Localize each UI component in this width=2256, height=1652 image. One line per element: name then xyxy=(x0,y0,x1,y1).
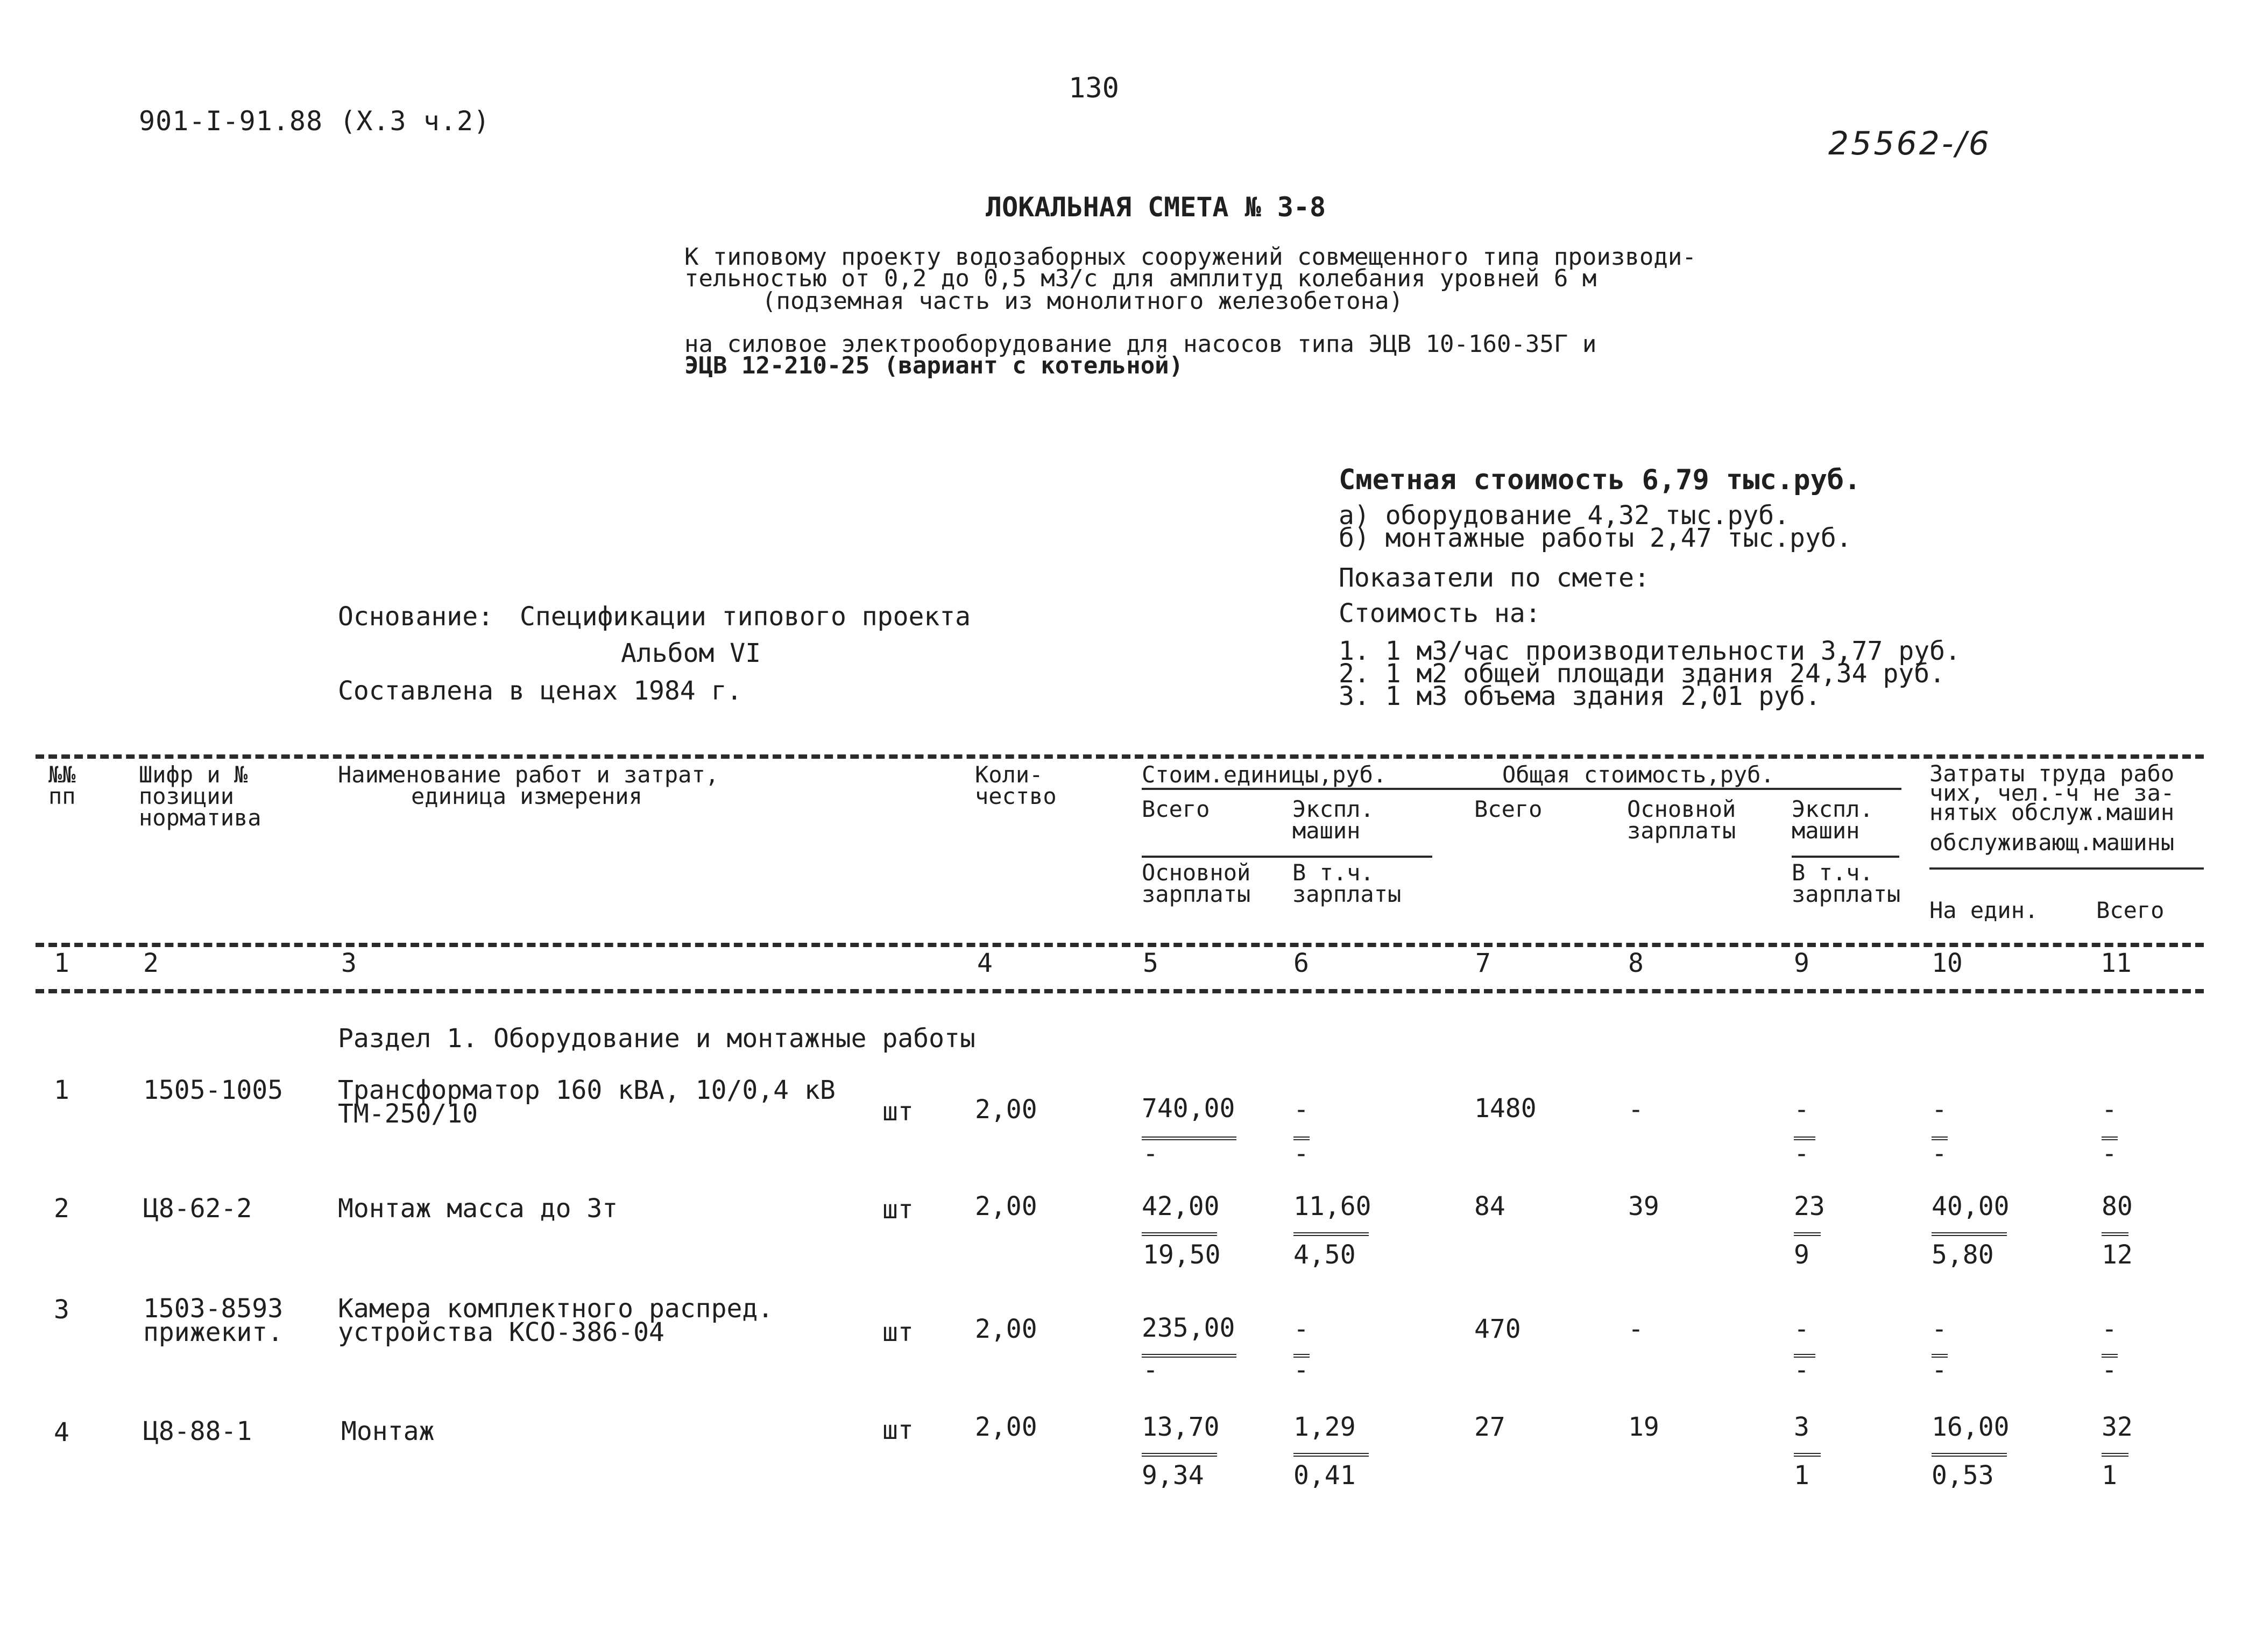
col-header-code: Шифр и № позиции норматива xyxy=(139,761,261,831)
labor-per-unit: - xyxy=(1932,1314,1947,1344)
column-number: 9 xyxy=(1794,948,1809,978)
description-line: тельностью от 0,2 до 0,5 м3/с для амплитуд колебания уровней 6 м xyxy=(684,265,1597,292)
prices-year: Составлена в ценах 1984 г. xyxy=(338,676,742,706)
fraction-line xyxy=(2102,1232,2128,1236)
col-header-9: Экспл. машин xyxy=(1792,796,1873,844)
total-wages: - xyxy=(1628,1314,1644,1344)
fraction-line xyxy=(1794,1453,1821,1457)
description-line: К типовому проекту водозаборных сооружений совмещенного типа производи- xyxy=(684,243,1696,271)
unit-cost-machines: 11,60 xyxy=(1293,1191,1371,1222)
work-name: Монтаж масса до 3т xyxy=(338,1194,618,1224)
table-header-rule xyxy=(36,943,2204,947)
unit-cost-wages: - xyxy=(1143,1355,1158,1385)
description-line: ЭЦВ 12-210-25 (вариант с котельной) xyxy=(684,352,1184,379)
total-cost: 27 xyxy=(1474,1412,1505,1442)
header-subgroup-rule xyxy=(1142,856,1432,858)
column-number: 6 xyxy=(1293,948,1309,978)
document-title: ЛОКАЛЬНАЯ СМЕТА № 3-8 xyxy=(986,192,1326,223)
fraction-line xyxy=(1293,1232,1369,1236)
labor-total-machines: 1 xyxy=(2102,1460,2117,1491)
quantity: 2,00 xyxy=(975,1095,1037,1125)
col-header-8: Основной зарплаты xyxy=(1627,796,1736,844)
col-header-quantity: Коли- чество xyxy=(975,761,1057,809)
unit-cost-total: 42,00 xyxy=(1142,1191,1220,1222)
total-wages: 39 xyxy=(1628,1191,1659,1222)
labor-per-unit-machines: - xyxy=(1932,1139,1947,1169)
header-group-rule xyxy=(1142,788,1901,790)
fraction-line xyxy=(1794,1232,1821,1236)
unit-cost-wages: - xyxy=(1143,1139,1158,1169)
col-header-number: №№ пп xyxy=(48,761,76,809)
installation-cost: б) монтажные работы 2,47 тыс.руб. xyxy=(1339,523,1852,553)
col-header-name: Наименование работ и затрат, единица измерения xyxy=(338,761,719,809)
header-subgroup-rule xyxy=(1792,856,1899,858)
labor-total-machines: 12 xyxy=(2102,1240,2133,1270)
basis-value: Спецификации типового проекта xyxy=(520,602,971,632)
total-machines: 23 xyxy=(1794,1191,1825,1222)
total-machine-wages: 1 xyxy=(1794,1460,1809,1491)
cost-on-label: Стоимость на: xyxy=(1339,598,1541,629)
col-header-5b: Основной зарплаты xyxy=(1142,859,1251,907)
unit-cost-total: 740,00 xyxy=(1142,1093,1235,1124)
unit-cost-machine-wages: - xyxy=(1293,1355,1309,1385)
labor-per-unit-machines: - xyxy=(1932,1355,1947,1385)
total-machines: - xyxy=(1794,1314,1809,1344)
column-number: 4 xyxy=(977,948,993,978)
column-number: 11 xyxy=(2101,948,2132,978)
col-header-9b: В т.ч. зарплаты xyxy=(1792,859,1901,907)
unit-cost-machine-wages: - xyxy=(1293,1139,1309,1169)
quantity: 2,00 xyxy=(975,1314,1037,1344)
unit-cost-total: 235,00 xyxy=(1142,1313,1235,1343)
col-header-total-cost: Общая стоимость,руб. xyxy=(1502,761,1774,788)
labor-total: 32 xyxy=(2102,1412,2133,1442)
total-cost: 84 xyxy=(1474,1191,1505,1222)
labor-total: - xyxy=(2102,1095,2117,1125)
col-header-unit-cost: Стоим.единицы,руб. xyxy=(1142,761,1387,788)
total-machine-wages: - xyxy=(1794,1355,1809,1385)
labor-per-unit-machines: 0,53 xyxy=(1932,1460,1994,1491)
norm-code: 1503-8593 прижекит. xyxy=(143,1294,284,1347)
table-top-rule xyxy=(36,754,2204,759)
description-line: (подземная часть из монолитного железобетона) xyxy=(762,287,1404,315)
total-machine-wages: 9 xyxy=(1794,1240,1809,1270)
total-machine-wages: - xyxy=(1794,1139,1809,1169)
unit-cost-machine-wages: 4,50 xyxy=(1293,1240,1356,1270)
basis-label: Основание: xyxy=(338,602,493,632)
norm-code: Ц8-88-1 xyxy=(143,1416,252,1446)
norm-code: 1505-1005 xyxy=(143,1075,284,1105)
fraction-line xyxy=(2102,1453,2128,1457)
description-line: на силовое электрооборудование для насосов типа ЭЦВ 10-160-35Г и xyxy=(684,330,1597,358)
labor-per-unit-machines: 5,80 xyxy=(1932,1240,1994,1270)
unit-cost-machines: - xyxy=(1293,1095,1309,1125)
col-header-11: Всего xyxy=(2096,897,2165,923)
unit-cost-wages: 19,50 xyxy=(1143,1240,1221,1270)
labor-total-machines: - xyxy=(2102,1355,2117,1385)
total-cost: 1480 xyxy=(1474,1093,1537,1124)
unit: шт xyxy=(882,1195,914,1225)
total-machines: - xyxy=(1794,1095,1809,1125)
labor-per-unit: - xyxy=(1932,1095,1947,1125)
total-machines: 3 xyxy=(1794,1412,1809,1442)
unit-cost-wages: 9,34 xyxy=(1142,1460,1204,1491)
row-number: 1 xyxy=(54,1075,69,1105)
registration-number: 25562-/6 xyxy=(1828,125,1991,163)
labor-per-unit: 40,00 xyxy=(1932,1191,2010,1222)
fraction-line xyxy=(1932,1232,2007,1236)
column-number: 7 xyxy=(1475,948,1491,978)
unit: шт xyxy=(882,1317,914,1347)
fraction-line xyxy=(1142,1232,1217,1236)
column-number: 10 xyxy=(1932,948,1963,978)
column-number: 1 xyxy=(54,948,69,978)
work-name: Камера комплектного распред. устройства КСО-386-04 xyxy=(338,1294,774,1347)
unit-cost-total: 13,70 xyxy=(1142,1412,1220,1442)
section-heading: Раздел 1. Оборудование и монтажные работы xyxy=(338,1023,975,1054)
unit: шт xyxy=(882,1097,914,1127)
work-name: Трансформатор 160 кВА, 10/0,4 кВ ТМ-250/10 xyxy=(338,1075,836,1129)
header-labor-rule xyxy=(1929,867,2204,870)
row-number: 2 xyxy=(54,1194,69,1224)
col-header-6: Экспл. машин xyxy=(1292,796,1374,844)
equipment-cost: а) оборудование 4,32 тыс.руб. xyxy=(1339,500,1790,531)
quantity: 2,00 xyxy=(975,1191,1037,1222)
norm-code: Ц8-62-2 xyxy=(143,1194,252,1224)
labor-per-unit: 16,00 xyxy=(1932,1412,2010,1442)
estimate-total-cost: Сметная стоимость 6,79 тыс.руб. xyxy=(1339,464,1861,496)
labor-total-machines: - xyxy=(2102,1139,2117,1169)
column-number: 2 xyxy=(143,948,159,978)
work-name: Монтаж xyxy=(341,1416,435,1446)
page-number: 130 xyxy=(1069,72,1119,104)
indicators-label: Показатели по смете: xyxy=(1339,563,1650,593)
fraction-line xyxy=(1932,1453,2007,1457)
labor-total: 80 xyxy=(2102,1191,2133,1222)
fraction-line xyxy=(1142,1453,1217,1457)
total-wages: - xyxy=(1628,1095,1644,1125)
row-number: 4 xyxy=(54,1417,69,1448)
indicator-2: 2. 1 м2 общей площади здания 24,34 руб. xyxy=(1339,659,1946,689)
col-header-10: На един. xyxy=(1929,897,2039,923)
indicator-1: 1. 1 м3/час производительности 3,77 руб. xyxy=(1339,636,1961,666)
total-cost: 470 xyxy=(1474,1314,1521,1344)
album-label: Альбом VI xyxy=(621,638,761,668)
column-number: 5 xyxy=(1143,948,1158,978)
unit: шт xyxy=(882,1415,914,1445)
unit-cost-machine-wages: 0,41 xyxy=(1293,1460,1356,1491)
col-header-labor: Затраты труда рабо чих, чел.-ч не за- нятых обслуж.машин обслуживающ.машины xyxy=(1929,760,2175,856)
col-header-6b: В т.ч. зарплаты xyxy=(1292,859,1402,907)
column-number: 8 xyxy=(1628,948,1644,978)
indicator-3: 3. 1 м3 объема здания 2,01 руб. xyxy=(1339,681,1821,711)
total-wages: 19 xyxy=(1628,1412,1659,1442)
labor-total: - xyxy=(2102,1314,2117,1344)
document-code: 901-I-91.88 (X.3 ч.2) xyxy=(139,105,491,137)
col-header-7: Всего xyxy=(1474,796,1543,822)
fraction-line xyxy=(1293,1453,1369,1457)
quantity: 2,00 xyxy=(975,1412,1037,1442)
unit-cost-machines: 1,29 xyxy=(1293,1412,1356,1442)
col-header-5: Всего xyxy=(1142,796,1210,822)
unit-cost-machines: - xyxy=(1293,1314,1309,1344)
table-numbers-rule xyxy=(36,989,2204,993)
column-number: 3 xyxy=(341,948,357,978)
row-number: 3 xyxy=(54,1295,69,1325)
